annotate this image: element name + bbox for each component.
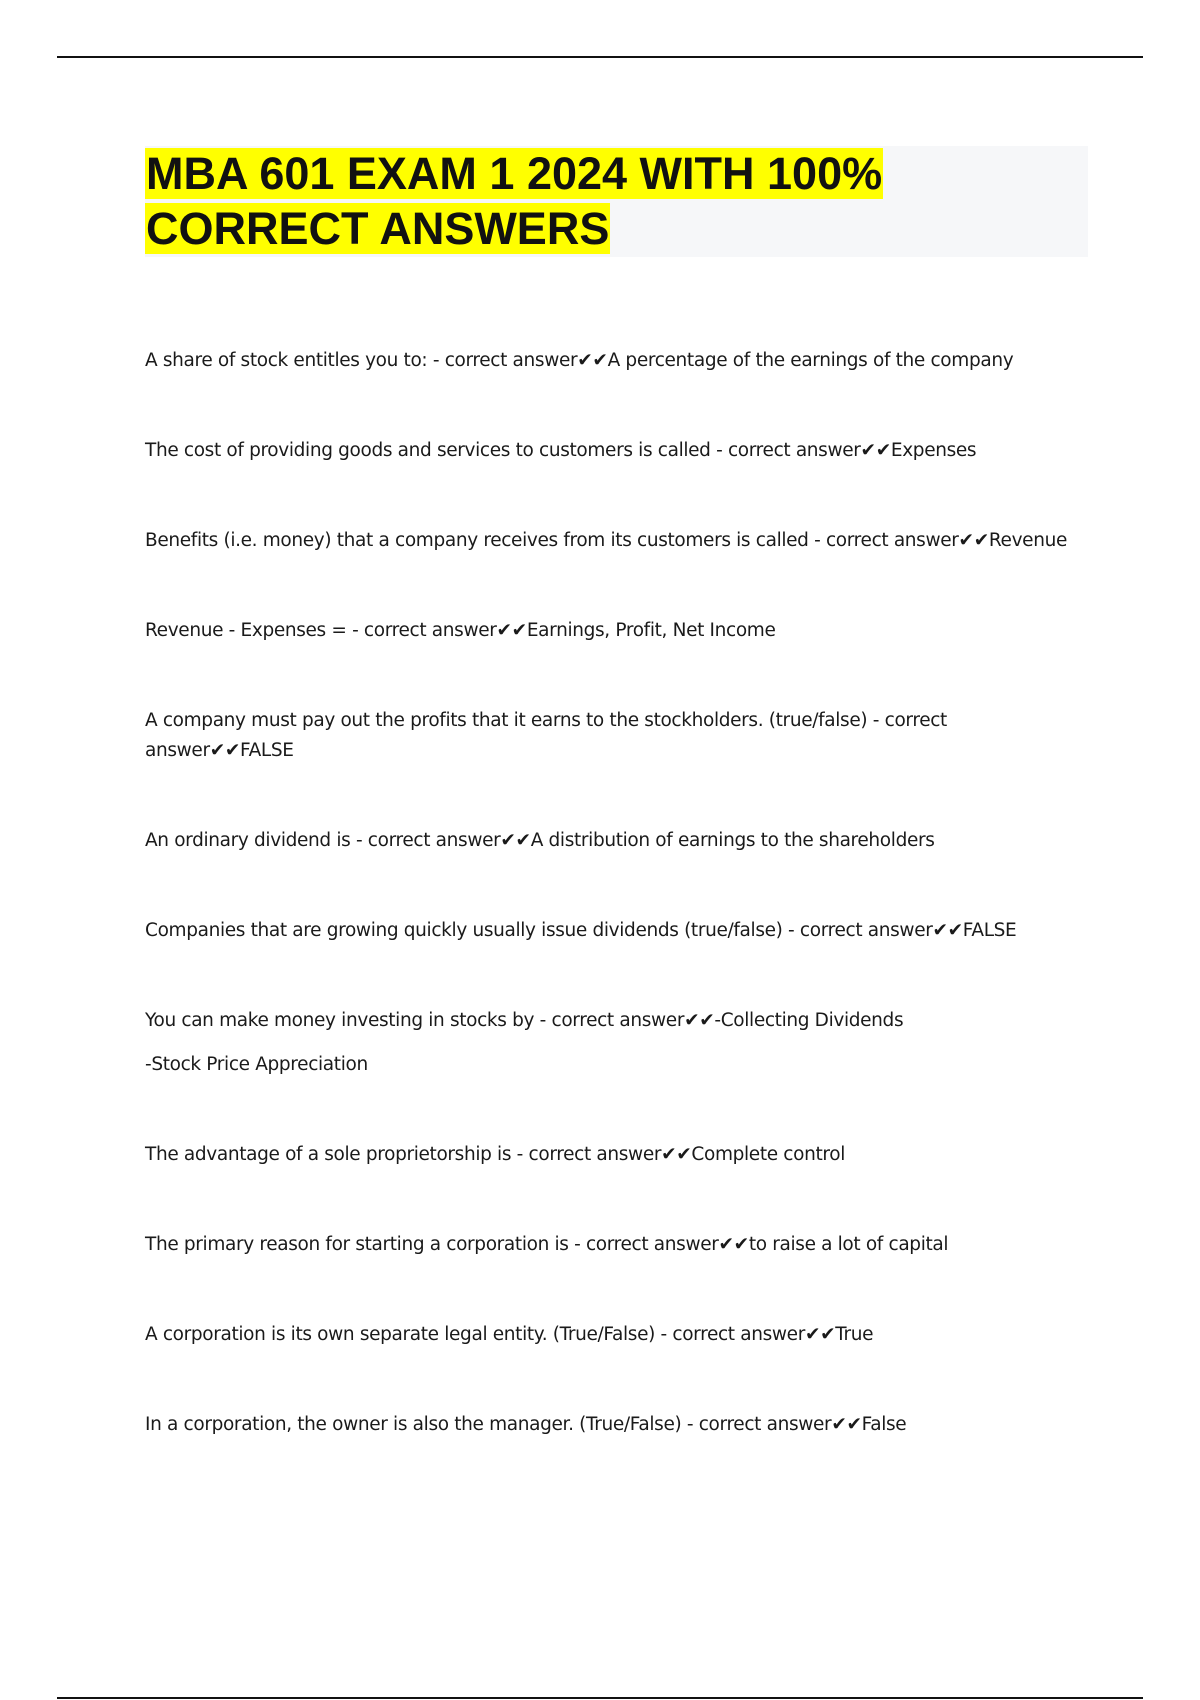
check-icon: ✔✔	[577, 350, 608, 371]
separator: - correct answer	[808, 530, 959, 551]
qa-item	[145, 1230, 1105, 1260]
answer: A percentage of the earnings of the company	[607, 350, 1014, 371]
qa-item	[145, 616, 1105, 646]
title-line-2: CORRECT ANSWERS	[146, 203, 610, 254]
separator: - correct answer	[681, 1414, 832, 1435]
answer-line-2: -Stock Price Appreciation	[145, 1054, 368, 1075]
answer: True	[835, 1324, 874, 1345]
answer: Earnings, Profit, Net Income	[526, 620, 776, 641]
title-line-1: MBA 601 EXAM 1 2024 WITH 100%	[146, 148, 883, 199]
qa-item	[145, 1140, 1105, 1170]
answer: -Collecting Dividends	[714, 1010, 904, 1031]
question: You can make money investing in stocks by	[145, 1010, 535, 1031]
separator: - correct answer	[350, 830, 501, 851]
title-block	[145, 146, 1088, 257]
qa-item	[145, 826, 1105, 856]
question: An ordinary dividend is	[145, 830, 351, 851]
answer: Expenses	[890, 440, 977, 461]
answer: Complete control	[691, 1144, 845, 1165]
question: A share of stock entitles you to:	[145, 350, 428, 371]
question: Companies that are growing quickly usually issue dividends (true/false)	[145, 920, 783, 941]
check-icon: ✔✔	[661, 1144, 692, 1165]
qa-item	[145, 526, 1105, 556]
separator: - correct answer	[511, 1144, 662, 1165]
check-icon: ✔✔	[209, 740, 241, 761]
separator: - correct answer	[346, 620, 497, 641]
question: The cost of providing goods and services to customers is called	[145, 440, 711, 461]
qa-item	[145, 1006, 1105, 1080]
qa-item	[145, 436, 1105, 466]
check-icon: ✔✔	[496, 620, 527, 641]
check-icon: ✔✔	[860, 440, 891, 461]
separator: - correct answer	[568, 1234, 719, 1255]
check-icon: ✔✔	[684, 1010, 715, 1031]
question: A company must pay out the profits that it earns to the stockholders. (true/false)	[145, 710, 868, 731]
separator: - correct answer	[427, 350, 578, 371]
separator: - correct answer	[710, 440, 861, 461]
qa-item	[145, 916, 1105, 946]
qa-item	[145, 706, 975, 766]
question: A corporation is its own separate legal entity. (True/False)	[145, 1324, 655, 1345]
check-icon: ✔✔	[958, 530, 989, 551]
question: The primary reason for starting a corporation is	[145, 1234, 569, 1255]
bottom-rule	[57, 1697, 1143, 1699]
question: Revenue - Expenses =	[145, 620, 347, 641]
answer: False	[861, 1414, 907, 1435]
answer: FALSE	[240, 740, 294, 761]
separator: - correct answer	[534, 1010, 685, 1031]
check-icon: ✔✔	[932, 920, 963, 941]
qa-item	[145, 1410, 1105, 1440]
qa-item	[145, 346, 1105, 376]
page-title	[145, 146, 1088, 256]
top-rule	[57, 56, 1143, 58]
check-icon: ✔✔	[500, 830, 531, 851]
check-icon: ✔✔	[804, 1324, 836, 1345]
question: The advantage of a sole proprietorship is	[145, 1144, 512, 1165]
check-icon: ✔✔	[718, 1234, 749, 1255]
separator: - correct answer	[145, 710, 953, 761]
separator: - correct answer	[655, 1324, 805, 1345]
answer: A distribution of earnings to the shareholders	[530, 830, 935, 851]
question: In a corporation, the owner is also the manager. (True/False)	[145, 1414, 682, 1435]
separator: - correct answer	[782, 920, 933, 941]
qa-item	[145, 1320, 1105, 1350]
check-icon: ✔✔	[831, 1414, 862, 1435]
answer: FALSE	[962, 920, 1017, 941]
qa-list	[145, 346, 1105, 1500]
answer: to raise a lot of capital	[748, 1234, 949, 1255]
question: Benefits (i.e. money) that a company receives from its customers is called	[145, 530, 809, 551]
answer: Revenue	[988, 530, 1067, 551]
